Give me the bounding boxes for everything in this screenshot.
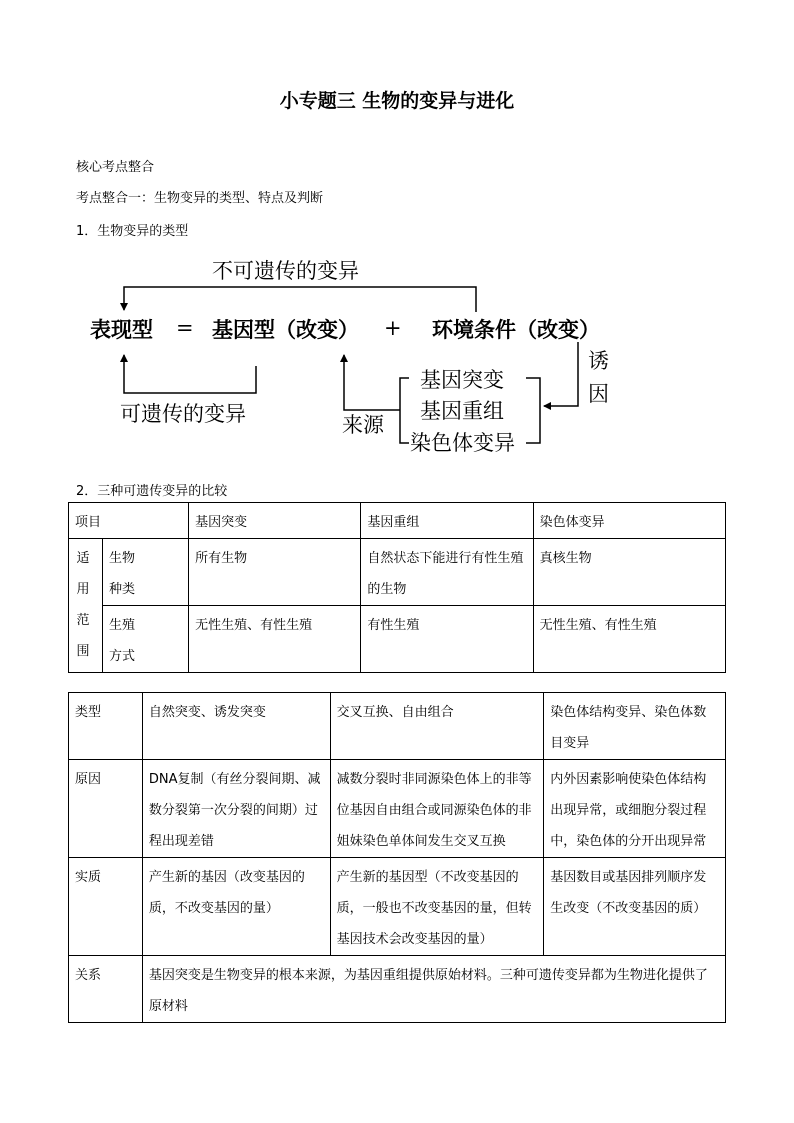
comparison-table-scope (68, 502, 726, 673)
left-bracket (400, 378, 409, 443)
scope-char: 范 (76, 613, 90, 628)
table-row (69, 503, 726, 539)
equals-sign: = (176, 316, 194, 340)
row-label-line: 方式 (109, 649, 136, 664)
table-row (69, 693, 726, 760)
table-row (69, 760, 726, 858)
right-bracket (526, 378, 540, 443)
table-cell: 产生新的基因（改变基因的质，不改变基因的量） (142, 858, 330, 956)
table-cell: 产生新的基因型（不改变基因的质，一般也不改变基因的量，但转基因技术会改变基因的量） (330, 858, 544, 956)
variation-diagram (0, 0, 794, 480)
table-cell: 自然状态下能进行有性生殖的生物 (361, 539, 533, 606)
table-header-cell: 项目 (69, 503, 189, 539)
comparison-table-details (68, 692, 726, 1023)
row-label-cell: 类型 (69, 693, 143, 760)
gene-mutation-label: 基因突变 (420, 368, 504, 392)
non-heritable-label: 不可遗传的变异 (212, 259, 359, 283)
table-cell: 减数分裂时非同源染色体上的非等位基因自由组合或同源染色体的非姐妹染色单体间发生交叉互换 (330, 760, 544, 858)
table-row (69, 539, 726, 606)
item-heading-comparison: 2．三种可遗传变异的比较 (76, 484, 228, 499)
induce-char-2: 因 (588, 382, 609, 406)
table-cell: 所有生物 (189, 539, 361, 606)
row-label-cell: 关系 (69, 956, 143, 1023)
table-row (69, 858, 726, 956)
phenotype-label: 表现型 (90, 317, 153, 342)
table-header-cell: 染色体变异 (533, 503, 725, 539)
table-cell: 有性生殖 (361, 606, 533, 673)
row-label-cell: 实质 (69, 858, 143, 956)
source-label: 来源 (342, 413, 384, 437)
section-heading: 核心考点整合 (76, 160, 155, 175)
scope-char: 围 (76, 644, 90, 659)
genotype-label: 基因型（改变） (212, 317, 359, 342)
gene-recombination-label: 基因重组 (420, 399, 504, 423)
table-row (69, 956, 726, 1023)
table-header-cell: 基因重组 (361, 503, 533, 539)
table-cell: 交叉互换、自由组合 (330, 693, 544, 760)
item-heading-types: 1．生物变异的类型 (76, 224, 189, 239)
plus-sign: + (384, 316, 402, 340)
induce-char-1: 诱 (588, 349, 609, 373)
row-label-cell (103, 606, 189, 673)
row-label-line: 种类 (109, 582, 136, 597)
scope-char: 用 (76, 582, 90, 597)
table-cell: 染色体结构变异、染色体数目变异 (544, 693, 726, 760)
non-heritable-arrow (124, 287, 476, 312)
table-cell: 真核生物 (533, 539, 725, 606)
table-row (69, 606, 726, 673)
page-title: 小专题三 生物的变异与进化 (279, 90, 515, 112)
heritable-label: 可遗传的变异 (120, 402, 246, 426)
row-label-line: 生殖 (109, 618, 136, 633)
scope-char: 适 (76, 551, 90, 566)
row-label-cell: 原因 (69, 760, 143, 858)
table-header-cell: 基因突变 (189, 503, 361, 539)
environment-label: 环境条件（改变） (432, 317, 600, 342)
table-cell: 基因突变是生物变异的根本来源，为基因重组提供原始材料。三种可遗传变异都为生物进化提供了原材料 (142, 956, 725, 1023)
table-cell: 内外因素影响使染色体结构出现异常，或细胞分裂过程中，染色体的分开出现异常 (544, 760, 726, 858)
row-label-cell (103, 539, 189, 606)
row-label-line: 生物 (109, 551, 136, 566)
table-cell: 无性生殖、有性生殖 (533, 606, 725, 673)
table-cell: 自然突变、诱发突变 (142, 693, 330, 760)
heritable-arrow (124, 355, 256, 393)
subsection-heading: 考点整合一：生物变异的类型、特点及判断 (76, 191, 324, 206)
induce-arrow (544, 342, 578, 406)
table-cell: DNA复制（有丝分裂间期、减数分裂第一次分裂的间期）过程出现差错 (142, 760, 330, 858)
source-arrow (344, 355, 400, 410)
chromosome-variation-label: 染色体变异 (410, 431, 515, 455)
table-cell: 基因数目或基因排列顺序发生改变（不改变基因的质） (544, 858, 726, 956)
table-cell: 无性生殖、有性生殖 (189, 606, 361, 673)
scope-label-cell (69, 539, 103, 673)
